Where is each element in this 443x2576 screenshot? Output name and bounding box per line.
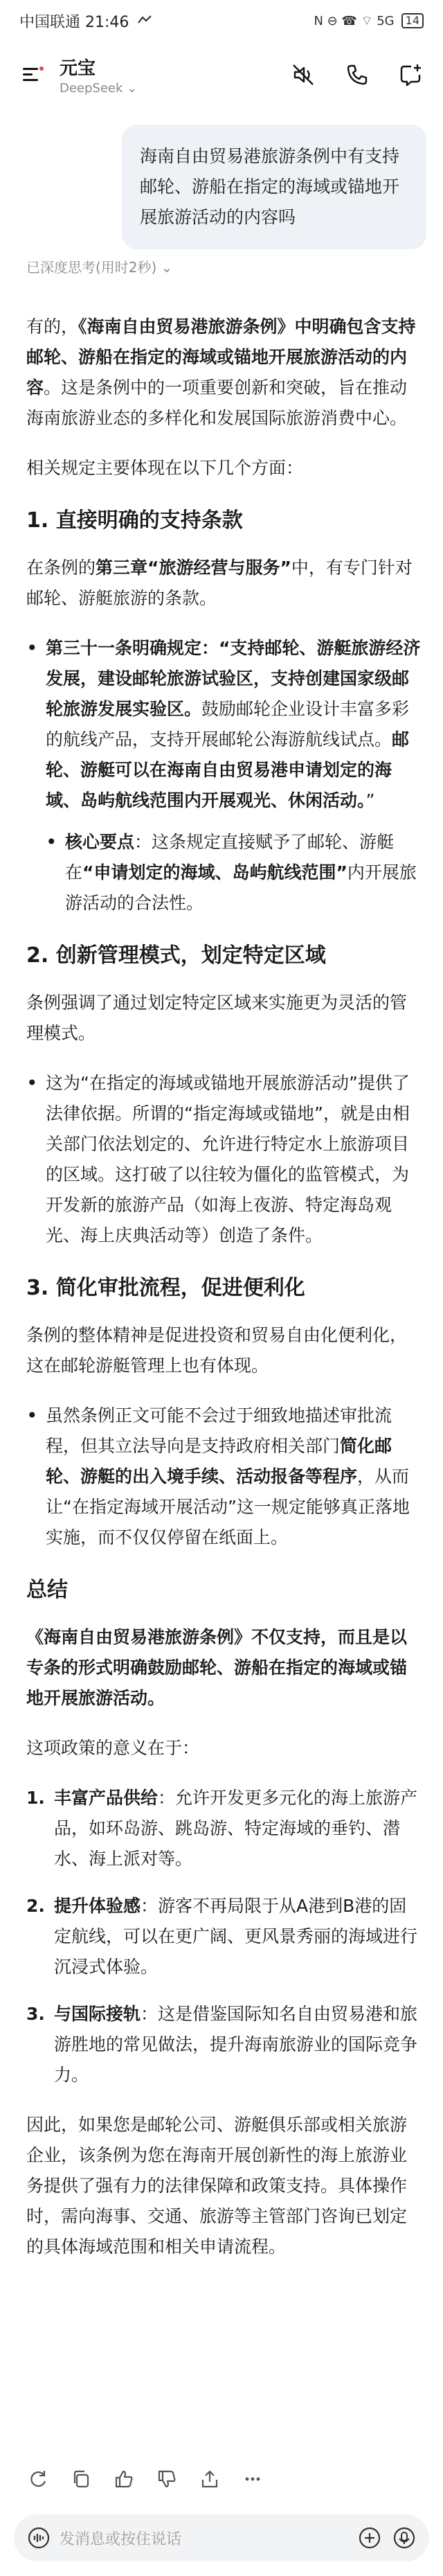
summary-numbered-list	[26, 1783, 421, 2090]
section-heading-summary: 总结	[26, 1578, 68, 1602]
message-input[interactable]: 发消息或按住说话	[60, 2530, 182, 2548]
section-2-intro: 条例强调了通过划定特定区域来实施更为灵活的管理模式。	[26, 993, 408, 1043]
copy-icon[interactable]	[69, 2467, 93, 2491]
chat-input-bar	[14, 2514, 429, 2561]
section-2-bullets	[26, 1068, 421, 1251]
list-item: • 这为“在指定的海域或锚地开展旅游活动”提供了法律依据。所谓的“指定海域或锚地”，就是由相关部门依法划定的、允许进行特定水上旅游项目的区域。这打破了以往较为僵化的监管模式，为开发新的旅游产品（如海上夜游、特定海岛观光、海上庆典活动等）创造了条件。	[26, 1068, 421, 1251]
carrier-time: 中国联通 21:46	[19, 13, 129, 31]
answer-intro: 有的，《海南自由贸易港旅游条例》中明确包含支持邮轮、游船在指定的海域或锚地开展旅游活动的内容。这是条例中的一项重要创新和突破，旨在推动海南旅游业态的多样化和发展国际旅游消费中心。	[26, 317, 416, 428]
list-item: 1. 丰富产品供给：允许开发更多元化的海上旅游产品，如环岛游、跳岛游、特定海域的垂钓、潜水、海上派对等。	[26, 1788, 418, 1869]
list-item: • 虽然条例正文可能不会过于细致地描述审批流程，但其立法导向是支持政府相关部门简化邮轮、游艇的出入境手续、活动报备等程序，从而让“在指定海域开展活动”这一规定能够真正落地实施，而不仅仅停留在纸面上。	[26, 1401, 421, 1553]
notification-icon	[137, 15, 152, 27]
thinking-status[interactable]: 已深度思考(用时2秒) ⌄	[26, 259, 173, 276]
share-icon[interactable]	[198, 2467, 222, 2491]
title-block[interactable]	[60, 54, 288, 96]
menu-icon[interactable]	[17, 58, 50, 91]
section-3-intro: 条例的整体精神是促进投资和贸易自由化便利化，这在邮轮游艇管理上也有体现。	[26, 1325, 408, 1376]
status-indicators: N ⊖ ☎ ⌔ 5G	[314, 13, 395, 28]
user-message-bubble[interactable]: 海南自由贸易港旅游条例中有支持邮轮、游船在指定的海域或锚地开展旅游活动的内容吗	[122, 125, 426, 249]
battery-icon: 14	[401, 13, 424, 28]
section-heading-2: 2. 创新管理模式，划定特定区域	[26, 943, 326, 968]
dislike-icon[interactable]	[155, 2467, 179, 2491]
status-bar	[0, 0, 443, 42]
voice-wave-icon[interactable]	[25, 2524, 53, 2552]
sub-bullets	[46, 827, 421, 918]
list-item: 3. 与国际接轨：这是借鉴国际知名自由贸易港和旅游胜地的常见做法，提升海南旅游业的国际竞争力。	[26, 2004, 418, 2085]
app-header	[0, 42, 443, 108]
app-title: 元宝	[60, 58, 96, 79]
regenerate-icon[interactable]	[26, 2467, 50, 2491]
summary-bold: 《海南自由贸易港旅游条例》不仅支持，而且是以专条的形式明确鼓励邮轮、游船在指定的海域或锚地开展旅游活动。	[26, 1627, 408, 1708]
new-chat-icon[interactable]	[396, 60, 426, 90]
section-1-intro: 在条例的第三章“旅游经营与服务”中，有专门针对邮轮、游艇旅游的条款。	[26, 558, 413, 608]
like-icon[interactable]	[112, 2467, 136, 2491]
keyboard-mic-icon[interactable]	[390, 2524, 418, 2552]
add-attachment-icon[interactable]	[356, 2524, 383, 2552]
list-item: 2. 提升体验感：游客不再局限于从A港到B港的固定航线，可以在更广阔、更风景秀丽的海域进行沉浸式体验。	[26, 1896, 418, 1977]
assistant-answer	[26, 312, 421, 2282]
closing-paragraph: 因此，如果您是邮轮公司、游艇俱乐部或相关旅游企业，该条例为您在海南开展创新性的海上旅游业务提供了强有力的法律保障和政策支持。具体操作时，需向海事、交通、旅游等主管部门咨询已划定的具体海域范围和相关申请流程。	[26, 2115, 408, 2257]
list-item: • 核心要点：这条规定直接赋予了邮轮、游艇在“申请划定的海域、岛屿航线范围”内开展旅游活动的合法性。	[46, 827, 421, 918]
summary-lead: 这项政策的意义在于：	[26, 1738, 200, 1758]
mute-voice-icon[interactable]	[288, 60, 318, 90]
message-actions	[26, 2467, 264, 2491]
answer-lead: 相关规定主要体现在以下几个方面：	[26, 458, 304, 478]
phone-call-icon[interactable]	[342, 60, 372, 90]
section-3-bullets	[26, 1401, 421, 1553]
section-heading-1: 1. 直接明确的支持条款	[26, 508, 243, 533]
section-heading-3: 3. 简化审批流程，促进便利化	[26, 1276, 305, 1300]
more-icon[interactable]	[241, 2467, 264, 2491]
model-selector[interactable]: DeepSeek ⌄	[60, 81, 138, 96]
list-item: • 第三十一条明确规定：“支持邮轮、游艇旅游经济发展，建设邮轮旅游试验区，支持创建国家级邮轮旅游发展实验区。鼓励邮轮企业设计丰富多彩的航线产品，支持开展邮轮公海游航线试点。邮轮、游艇可以在海南自由贸易港申请划定的海域、岛屿航线范围内开展观光、休闲活动。” • 核心要点：这条规定直接赋予了邮轮、游艇在“申请划定的海域、岛屿航线范围”内开展旅游活动的合法性。	[26, 633, 421, 918]
section-1-bullets	[26, 633, 421, 918]
